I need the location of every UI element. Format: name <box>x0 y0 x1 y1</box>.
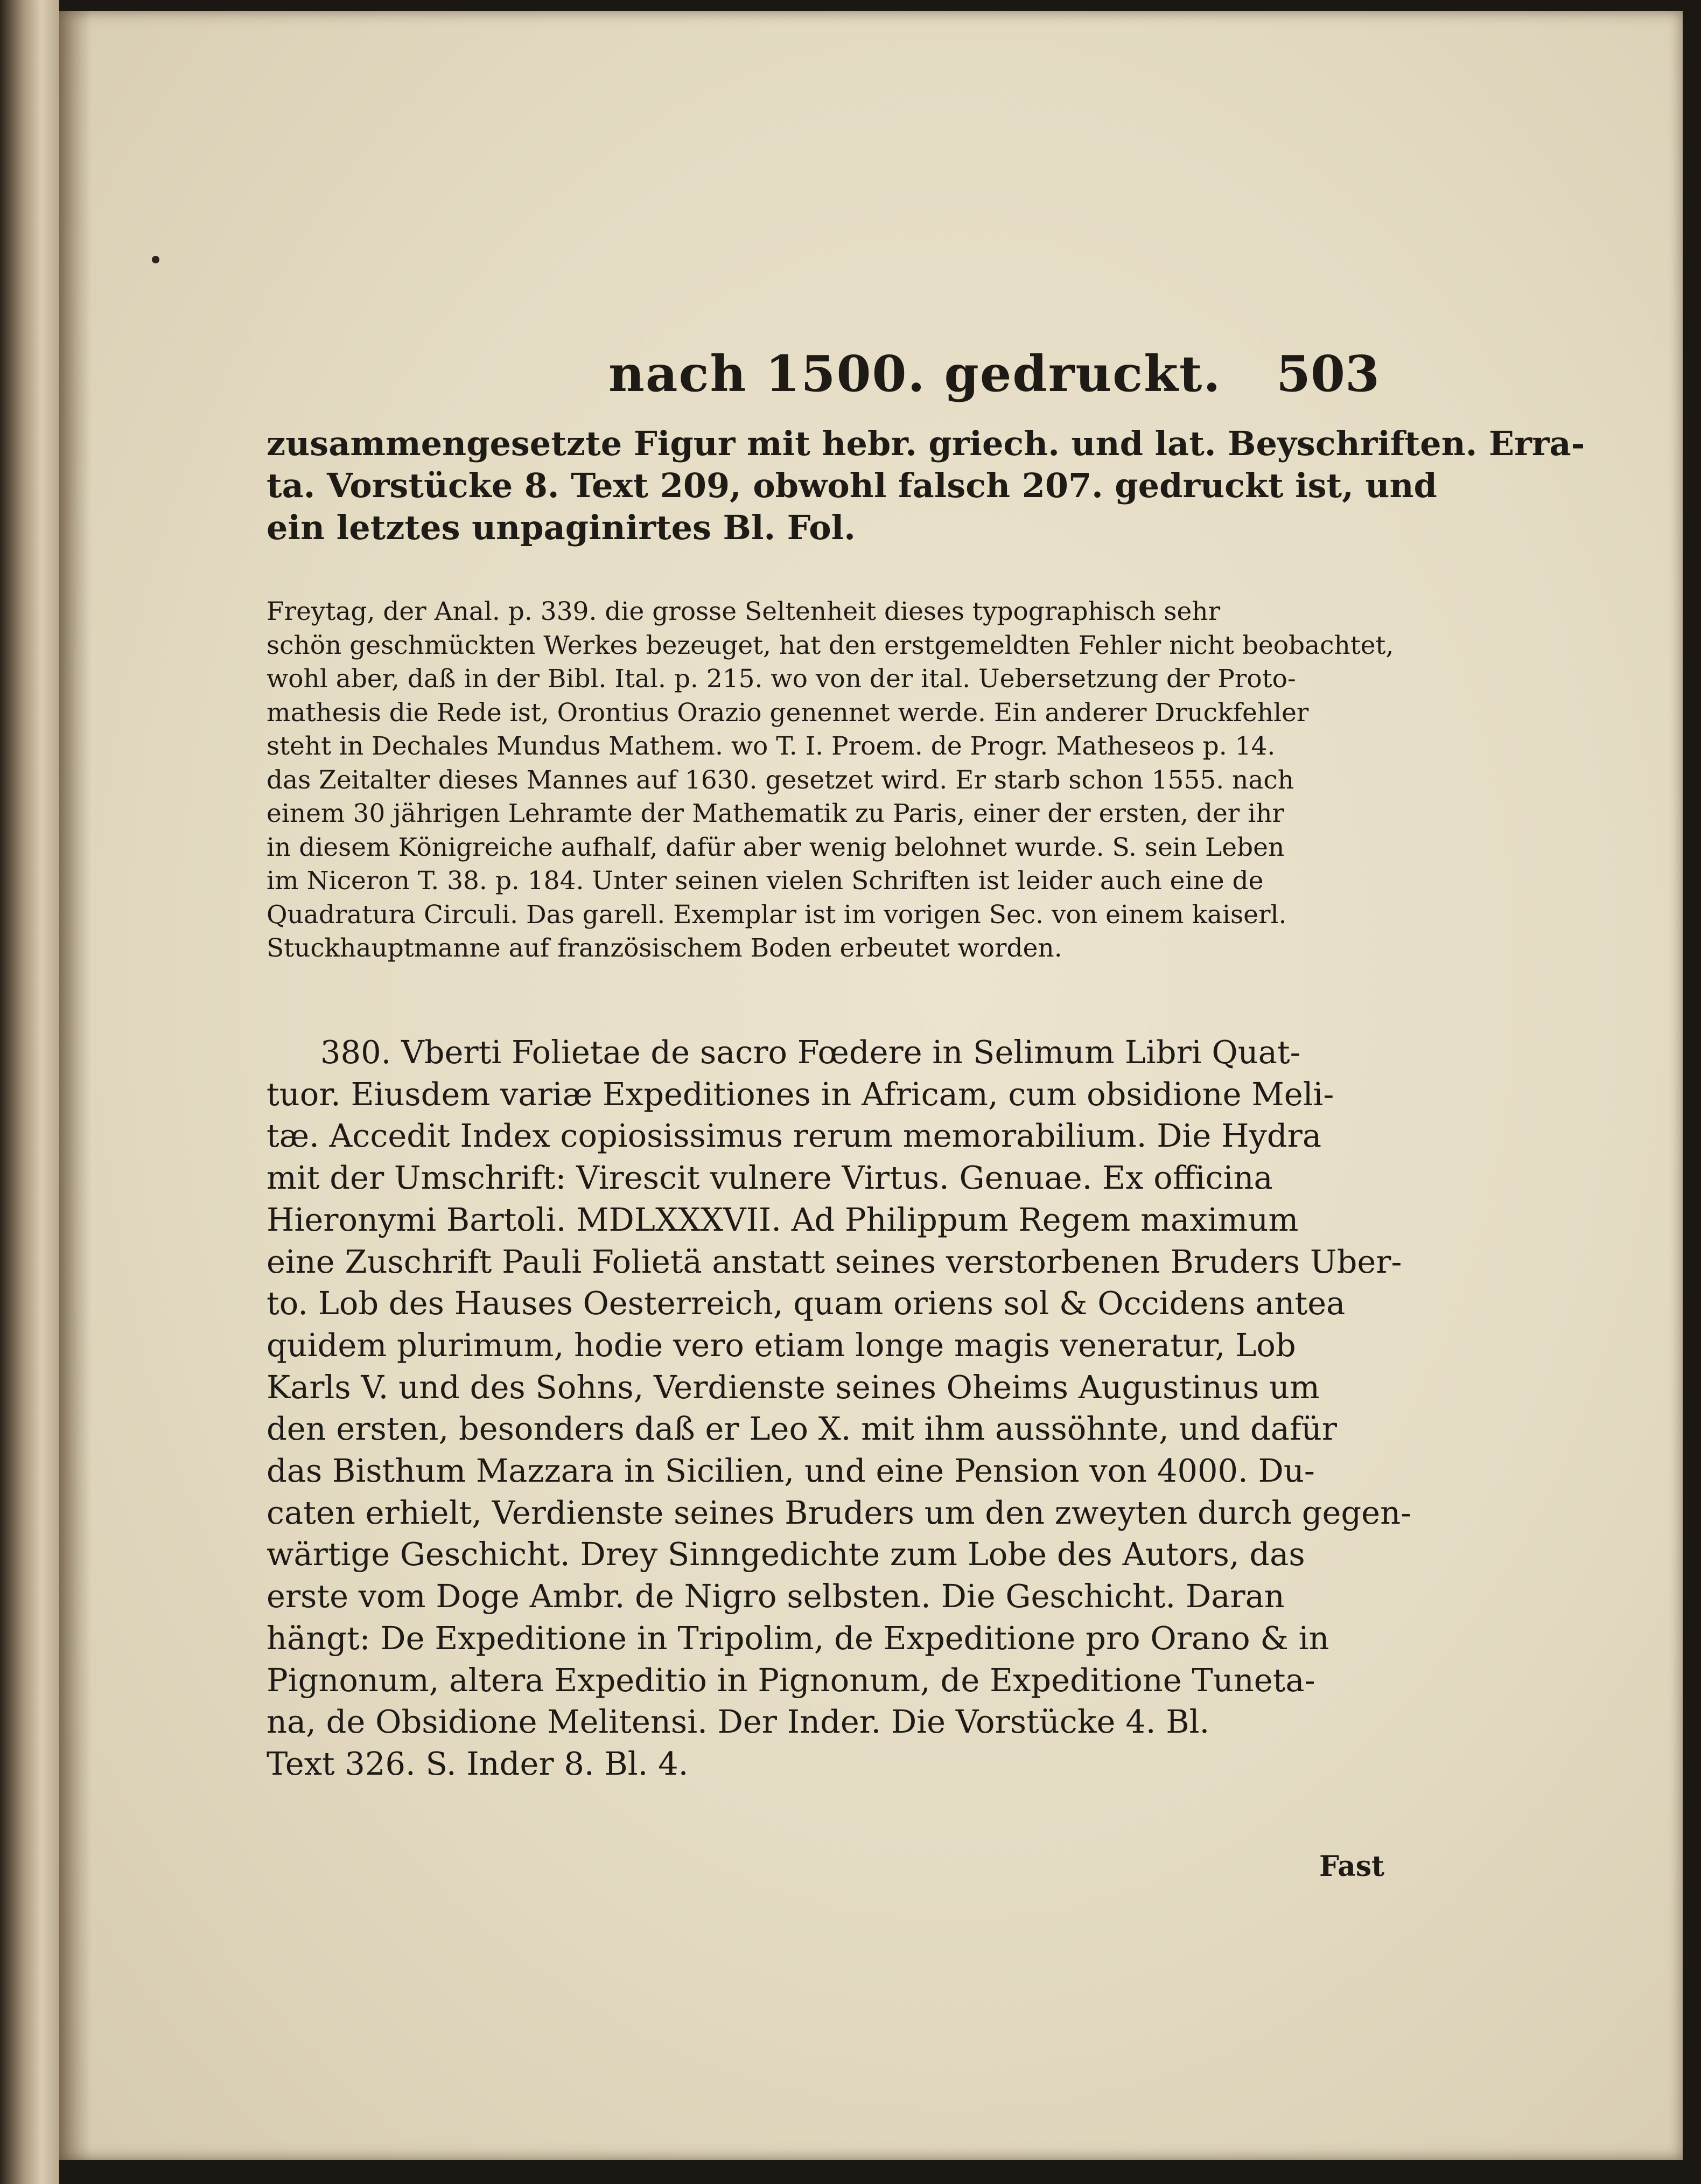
text-line: den ersten, besonders daß er Leo X. mit ihm aussöhnte, und dafür <box>267 1410 1337 1448</box>
page-header <box>59 345 1683 409</box>
ink-speck <box>152 256 159 263</box>
text-line: quidem plurimum, hodie vero etiam longe magis veneratur, Lob <box>267 1326 1296 1364</box>
page-number: 503 <box>1276 345 1380 403</box>
text-line: Stuckhauptmanne auf französischem Boden erbeutet worden. <box>267 933 1062 963</box>
text-line: Quadratura Circuli. Das garell. Exemplar ist im vorigen Sec. von einem kaiserl. <box>267 899 1287 930</box>
book-page <box>59 11 1683 2160</box>
text-line: tuor. Eiusdem variæ Expeditiones in Africam, cum obsidione Meli- <box>267 1075 1334 1113</box>
text-line: hängt: De Expeditione in Tripolim, de Expeditione pro Orano & in <box>267 1619 1329 1657</box>
text-line: wärtige Geschicht. Drey Sinngedichte zum Lobe des Autors, das <box>267 1536 1305 1573</box>
text-line: caten erhielt, Verdienste seines Bruders um den zweyten durch gegen- <box>267 1494 1412 1531</box>
text-line: mit der Umschrift: Virescit vulnere Virtus. Genuae. Ex officina <box>267 1159 1273 1197</box>
text-line: 380. Vberti Folietae de sacro Fœdere in Selimum Libri Quat- <box>320 1034 1301 1071</box>
text-line: na, de Obsidione Melitensi. Der Inder. Die Vorstücke 4. Bl. <box>267 1703 1210 1741</box>
text-line: erste vom Doge Ambr. de Nigro selbsten. Die Geschicht. Daran <box>267 1578 1285 1615</box>
text-line: ta. Vorstücke 8. Text 209, obwohl falsch 207. gedruckt ist, und <box>267 466 1437 505</box>
text-line: ein letztes unpaginirtes Bl. Fol. <box>267 508 856 547</box>
footnote-paragraph <box>267 595 1411 966</box>
left-page-edge <box>0 0 59 2184</box>
text-line: tæ. Accedit Index copiosissimus rerum memorabilium. Die Hydra <box>267 1117 1322 1155</box>
text-line: eine Zuschrift Pauli Folietä anstatt seines verstorbenen Bruders Uber- <box>267 1243 1402 1280</box>
gutter-shadow <box>59 11 92 2160</box>
text-line: in diesem Königreiche aufhalf, dafür aber wenig belohnet wurde. S. sein Leben <box>267 832 1285 862</box>
entry-380-paragraph <box>267 1031 1411 1785</box>
text-line: zusammengesetzte Figur mit hebr. griech. und lat. Beyschriften. Erra- <box>267 424 1585 463</box>
entry-continuation-paragraph <box>267 423 1585 549</box>
running-head: nach 1500. gedruckt. <box>608 345 1222 403</box>
text-line: Freytag, der Anal. p. 339. die grosse Seltenheit dieses typographisch sehr <box>267 597 1221 626</box>
text-line: schön geschmückten Werkes bezeuget, hat den erstgemeldten Fehler nicht beobachtet, <box>267 630 1394 660</box>
catchword: Fast <box>1319 1850 1385 1883</box>
text-line: mathesis die Rede ist, Orontius Orazio genennet werde. Ein anderer Druckfehler <box>267 697 1309 728</box>
text-line: das Bisthum Mazzara in Sicilien, und eine Pension von 4000. Du- <box>267 1452 1315 1490</box>
text-line: Hieronymi Bartoli. MDLXXXVII. Ad Philippum Regem maximum <box>267 1201 1299 1238</box>
text-line: to. Lob des Hauses Oesterreich, quam oriens sol & Occidens antea <box>267 1285 1346 1322</box>
text-line: das Zeitalter dieses Mannes auf 1630. gesetzet wird. Er starb schon 1555. nach <box>267 765 1294 795</box>
text-line: im Niceron T. 38. p. 184. Unter seinen vielen Schriften ist leider auch eine de <box>267 866 1264 896</box>
text-line: wohl aber, daß in der Bibl. Ital. p. 215. wo von der ital. Uebersetzung der Proto- <box>267 664 1296 694</box>
text-line: einem 30 jährigen Lehramte der Mathematik zu Paris, einer der ersten, der ihr <box>267 799 1284 828</box>
text-line: Text 326. S. Inder 8. Bl. 4. <box>267 1745 689 1782</box>
text-line: Karls V. und des Sohns, Verdienste seines Oheims Augustinus um <box>267 1368 1320 1406</box>
text-line: Pignonum, altera Expeditio in Pignonum, de Expeditione Tuneta- <box>267 1661 1315 1699</box>
text-line: steht in Dechales Mundus Mathem. wo T. I. Proem. de Progr. Matheseos p. 14. <box>267 731 1276 761</box>
